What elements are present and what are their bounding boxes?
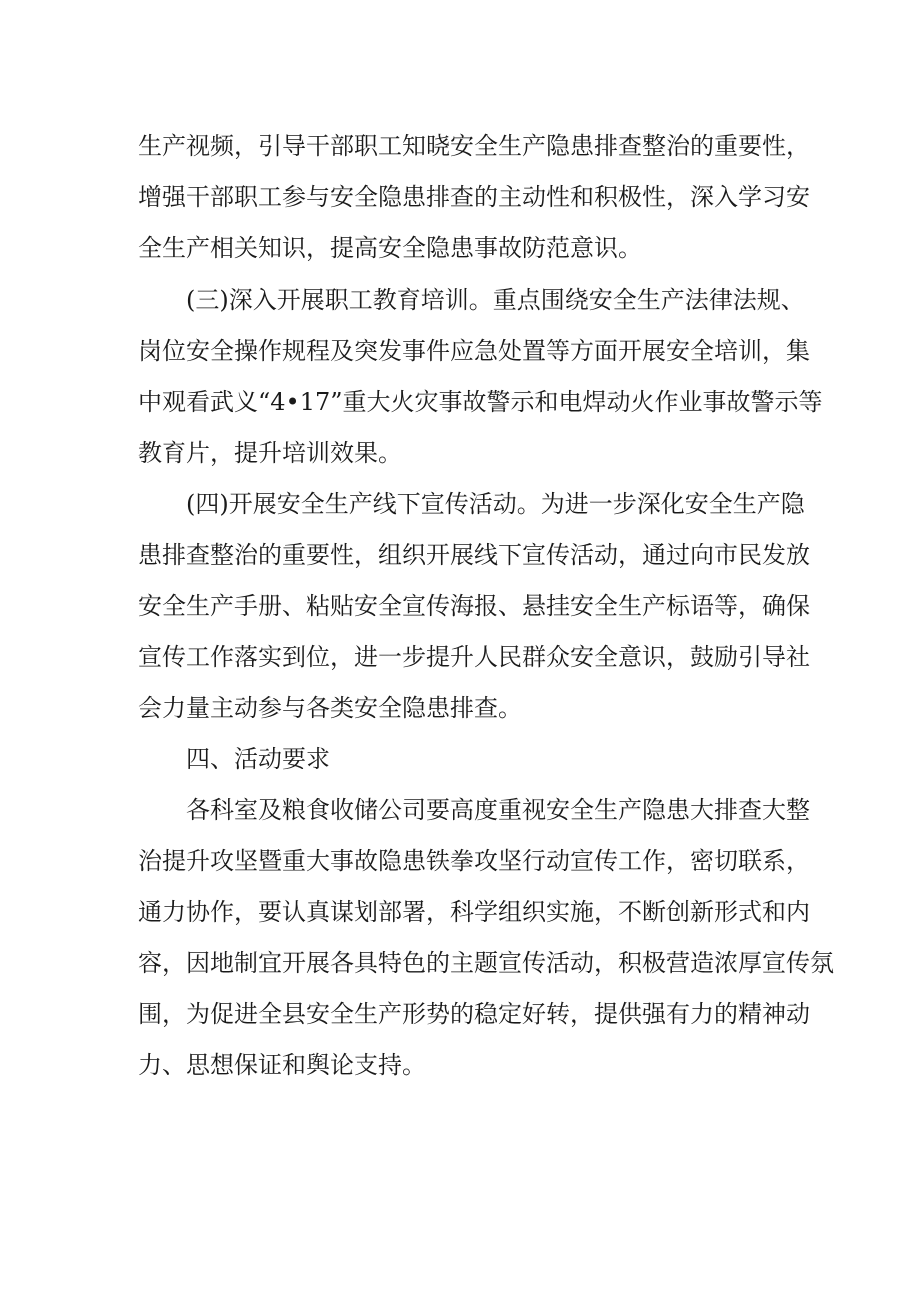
paragraph-line: 治提升攻坚暨重大事故隐患铁拳攻坚行动宣传工作，密切联系， [138, 847, 810, 875]
section-3-heading-line: (三)深入开展职工教育培训。重点围绕安全生产法律法规、 [186, 286, 805, 314]
paragraph-line: 患排查整治的重要性，组织开展线下宣传活动，通过向市民发放 [138, 541, 810, 569]
paragraph-line: 会力量主动参与各类安全隐患排查。 [138, 694, 522, 722]
section-4-heading-line: (四)开展安全生产线下宣传活动。为进一步深化安全生产隐 [186, 490, 805, 518]
paragraph-line: 宣传工作落实到位，进一步提升人民群众安全意识，鼓励引导社 [138, 643, 810, 671]
paragraph-line: 各科室及粮食收储公司要高度重视安全生产隐患大排查大整 [186, 796, 810, 824]
paragraph-line: 生产视频，引导干部职工知晓安全生产隐患排查整治的重要性， [138, 132, 810, 160]
paragraph-line: 中观看武义“4•17”重大火灾事故警示和电焊动火作业事故警示等 [138, 388, 823, 416]
paragraph-line: 岗位安全操作规程及突发事件应急处置等方面开展安全培训，集 [138, 337, 810, 365]
paragraph-line: 容，因地制宜开展各具特色的主题宣传活动，积极营造浓厚宣传氛 [138, 949, 834, 977]
paragraph-line: 教育片，提升培训效果。 [138, 439, 402, 467]
paragraph-line: 全生产相关知识，提高安全隐患事故防范意识。 [138, 234, 642, 262]
section-title: 四、活动要求 [186, 745, 330, 773]
paragraph-line: 力、思想保证和舆论支持。 [138, 1051, 426, 1079]
paragraph-line: 围，为促进全县安全生产形势的稳定好转，提供强有力的精神动 [138, 1000, 810, 1028]
paragraph-line: 安全生产手册、粘贴安全宣传海报、悬挂安全生产标语等，确保 [138, 592, 810, 620]
paragraph-line: 增强干部职工参与安全隐患排查的主动性和积极性，深入学习安 [138, 183, 810, 211]
paragraph-line: 通力协作，要认真谋划部署，科学组织实施，不断创新形式和内 [138, 898, 810, 926]
